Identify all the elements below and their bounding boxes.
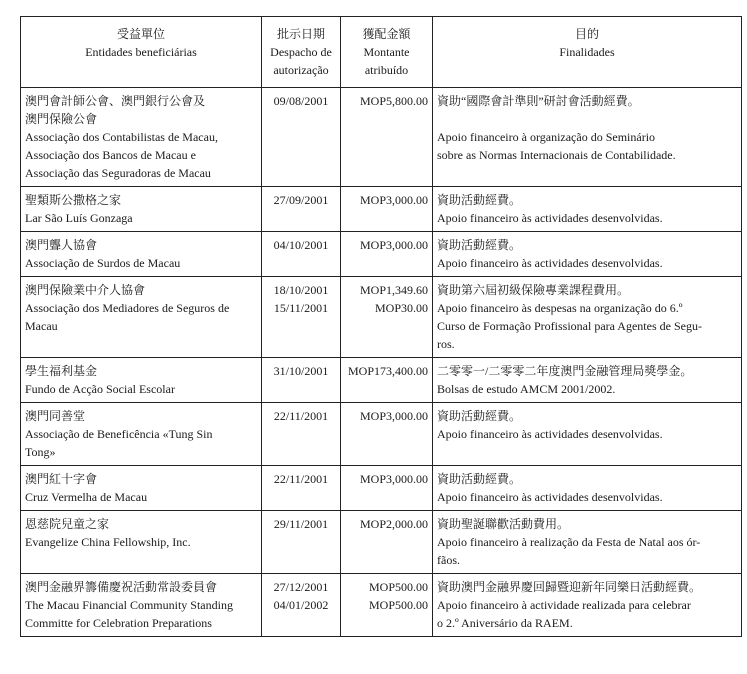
header-despacho-zh: 批示日期 xyxy=(276,27,325,41)
date-line: 15/11/2001 xyxy=(273,301,329,315)
entity-line: Committe for Celebration Preparations xyxy=(25,616,212,630)
purpose-cell xyxy=(433,187,742,232)
table-row xyxy=(21,574,742,637)
header-entities-zh: 受益單位 xyxy=(116,27,165,41)
purpose-zh: 資助“國際會計準則”研討會活動經費。 xyxy=(437,94,640,108)
purpose-cell xyxy=(433,574,742,637)
header-despacho xyxy=(262,17,341,88)
header-entities-pt: Entidades beneficiárias xyxy=(85,45,197,59)
amount-line: MOP3,000.00 xyxy=(359,472,428,486)
entity-line: 聖類斯公撒格之家 xyxy=(25,193,122,207)
amount-line: MOP1,349.60 xyxy=(359,283,428,297)
purpose-pt-line: Curso de Formação Profissional para Agentes de Segu- xyxy=(437,319,702,333)
entity-line: 澳門金融界籌備慶祝活動常設委員會 xyxy=(25,580,218,594)
entity-line: Lar São Luís Gonzaga xyxy=(25,211,133,225)
purpose-cell xyxy=(433,358,742,403)
amount-line: MOP3,000.00 xyxy=(359,409,428,423)
purpose-zh: 資助活動經費。 xyxy=(437,409,522,423)
entity-line: Tong» xyxy=(25,445,56,459)
purpose-pt-line: Bolsas de estudo AMCM 2001/2002. xyxy=(437,382,616,396)
amount-cell xyxy=(341,88,433,187)
date-cell xyxy=(262,511,341,574)
table-row xyxy=(21,88,742,187)
amount-line: MOP2,000.00 xyxy=(359,517,428,531)
purpose-pt-line: Apoio financeiro à organização do Seminário xyxy=(437,130,656,144)
purpose-pt-line: Apoio financeiro à realização da Festa de Natal aos ór- xyxy=(437,535,701,549)
entity-cell xyxy=(21,277,262,358)
entity-line: 澳門聾人協會 xyxy=(25,238,98,252)
entity-cell xyxy=(21,511,262,574)
purpose-zh: 二零零一/二零零二年度澳門金融管理局獎學金。 xyxy=(437,364,693,378)
header-montante-pt: Montante atribuído xyxy=(363,45,410,77)
entity-line: Associação de Beneficência «Tung Sin xyxy=(25,427,213,441)
header-entities xyxy=(21,17,262,88)
purpose-pt-line: Apoio financeiro à actividade realizada para celebrar xyxy=(437,598,691,612)
entity-line: The Macau Financial Community Standing xyxy=(25,598,233,612)
date-line: 31/10/2001 xyxy=(273,364,329,378)
date-line: 27/09/2001 xyxy=(273,193,329,207)
amount-line: MOP30.00 xyxy=(374,301,428,315)
purpose-cell xyxy=(433,403,742,466)
table-row xyxy=(21,277,742,358)
purpose-pt-line: fãos. xyxy=(437,553,460,567)
header-finalidades xyxy=(433,17,742,88)
purpose-pt-line: ros. xyxy=(437,337,455,351)
table-row xyxy=(21,187,742,232)
entity-cell xyxy=(21,403,262,466)
entity-line: Associação dos Contabilistas de Macau, xyxy=(25,130,218,144)
purpose-pt-line: sobre as Normas Internacionais de Contabilidade. xyxy=(437,148,676,162)
date-line: 09/08/2001 xyxy=(273,94,329,108)
amount-line: MOP500.00 xyxy=(368,598,428,612)
date-cell xyxy=(262,88,341,187)
table-row xyxy=(21,403,742,466)
entity-line: 澳門保險公會 xyxy=(25,112,98,126)
entity-line: Associação dos Bancos de Macau e xyxy=(25,148,196,162)
purpose-pt-line: Apoio financeiro às despesas na organização do 6.º xyxy=(437,301,683,315)
entity-line: 澳門保險業中介人協會 xyxy=(25,283,146,297)
table-row xyxy=(21,466,742,511)
purpose-pt-line: Apoio financeiro às actividades desenvolvidas. xyxy=(437,490,663,504)
table-header-row xyxy=(21,17,742,88)
entity-line: 學生福利基金 xyxy=(25,364,98,378)
entity-line: Associação das Seguradoras de Macau xyxy=(25,166,211,180)
amount-cell xyxy=(341,358,433,403)
amount-cell xyxy=(341,232,433,277)
amount-line: MOP3,000.00 xyxy=(359,238,428,252)
amount-cell xyxy=(341,277,433,358)
purpose-zh: 資助澳門金融界慶回歸暨迎新年同樂日活動經費。 xyxy=(437,580,702,594)
purpose-zh: 資助活動經費。 xyxy=(437,238,522,252)
date-line: 29/11/2001 xyxy=(273,517,329,531)
purpose-cell xyxy=(433,511,742,574)
entity-line: 澳門同善堂 xyxy=(25,409,86,423)
entity-cell xyxy=(21,358,262,403)
date-line: 18/10/2001 xyxy=(273,283,329,297)
amount-cell xyxy=(341,187,433,232)
purpose-zh: 資助活動經費。 xyxy=(437,193,522,207)
entity-cell xyxy=(21,466,262,511)
amount-line: MOP5,800.00 xyxy=(359,94,428,108)
header-despacho-pt: Despacho de autorização xyxy=(270,45,332,77)
table-row xyxy=(21,232,742,277)
amount-line: MOP3,000.00 xyxy=(359,193,428,207)
purpose-pt-line: Apoio financeiro às actividades desenvolvidas. xyxy=(437,256,663,270)
entity-line: 澳門紅十字會 xyxy=(25,472,98,486)
header-finalidades-pt: Finalidades xyxy=(559,45,615,59)
entity-cell xyxy=(21,574,262,637)
spacer xyxy=(437,110,739,128)
amount-line: MOP173,400.00 xyxy=(347,364,428,378)
date-cell xyxy=(262,358,341,403)
date-cell xyxy=(262,187,341,232)
purpose-zh: 資助第六屆初級保險專業課程費用。 xyxy=(437,283,630,297)
date-line: 27/12/2001 xyxy=(273,580,329,594)
header-montante-zh: 獲配金額 xyxy=(362,27,411,41)
table-row xyxy=(21,511,742,574)
header-montante xyxy=(341,17,433,88)
date-cell xyxy=(262,277,341,358)
date-line: 04/01/2002 xyxy=(273,598,329,612)
date-cell xyxy=(262,466,341,511)
purpose-pt-line: Apoio financeiro às actividades desenvolvidas. xyxy=(437,427,663,441)
date-cell xyxy=(262,574,341,637)
entity-line: Associação de Surdos de Macau xyxy=(25,256,181,270)
entity-cell xyxy=(21,187,262,232)
purpose-cell xyxy=(433,466,742,511)
entity-line: 澳門會計師公會、澳門銀行公會及 xyxy=(25,94,206,108)
purpose-cell xyxy=(433,88,742,187)
amount-cell xyxy=(341,466,433,511)
amount-cell xyxy=(341,403,433,466)
date-line: 22/11/2001 xyxy=(273,409,329,423)
beneficiaries-table xyxy=(20,16,742,637)
date-line: 22/11/2001 xyxy=(273,472,329,486)
date-cell xyxy=(262,403,341,466)
purpose-cell xyxy=(433,277,742,358)
entity-line: 恩慈院兒童之家 xyxy=(25,517,110,531)
purpose-zh: 資助聖誕聯歡活動費用。 xyxy=(437,517,570,531)
table-row xyxy=(21,358,742,403)
entity-line: Associação dos Mediadores de Seguros de xyxy=(25,301,230,315)
amount-line: MOP500.00 xyxy=(368,580,428,594)
date-cell xyxy=(262,232,341,277)
document xyxy=(20,16,735,637)
entity-line: Cruz Vermelha de Macau xyxy=(25,490,148,504)
purpose-cell xyxy=(433,232,742,277)
entity-cell xyxy=(21,232,262,277)
purpose-pt-line: Apoio financeiro às actividades desenvolvidas. xyxy=(437,211,663,225)
purpose-pt-line: o 2.º Aniversário da RAEM. xyxy=(437,616,573,630)
entity-line: Macau xyxy=(25,319,58,333)
purpose-zh: 資助活動經費。 xyxy=(437,472,522,486)
amount-cell xyxy=(341,511,433,574)
entity-line: Fundo de Acção Social Escolar xyxy=(25,382,175,396)
amount-cell xyxy=(341,574,433,637)
entity-cell xyxy=(21,88,262,187)
header-finalidades-zh: 目的 xyxy=(574,27,599,41)
entity-line: Evangelize China Fellowship, Inc. xyxy=(25,535,191,549)
date-line: 04/10/2001 xyxy=(273,238,329,252)
